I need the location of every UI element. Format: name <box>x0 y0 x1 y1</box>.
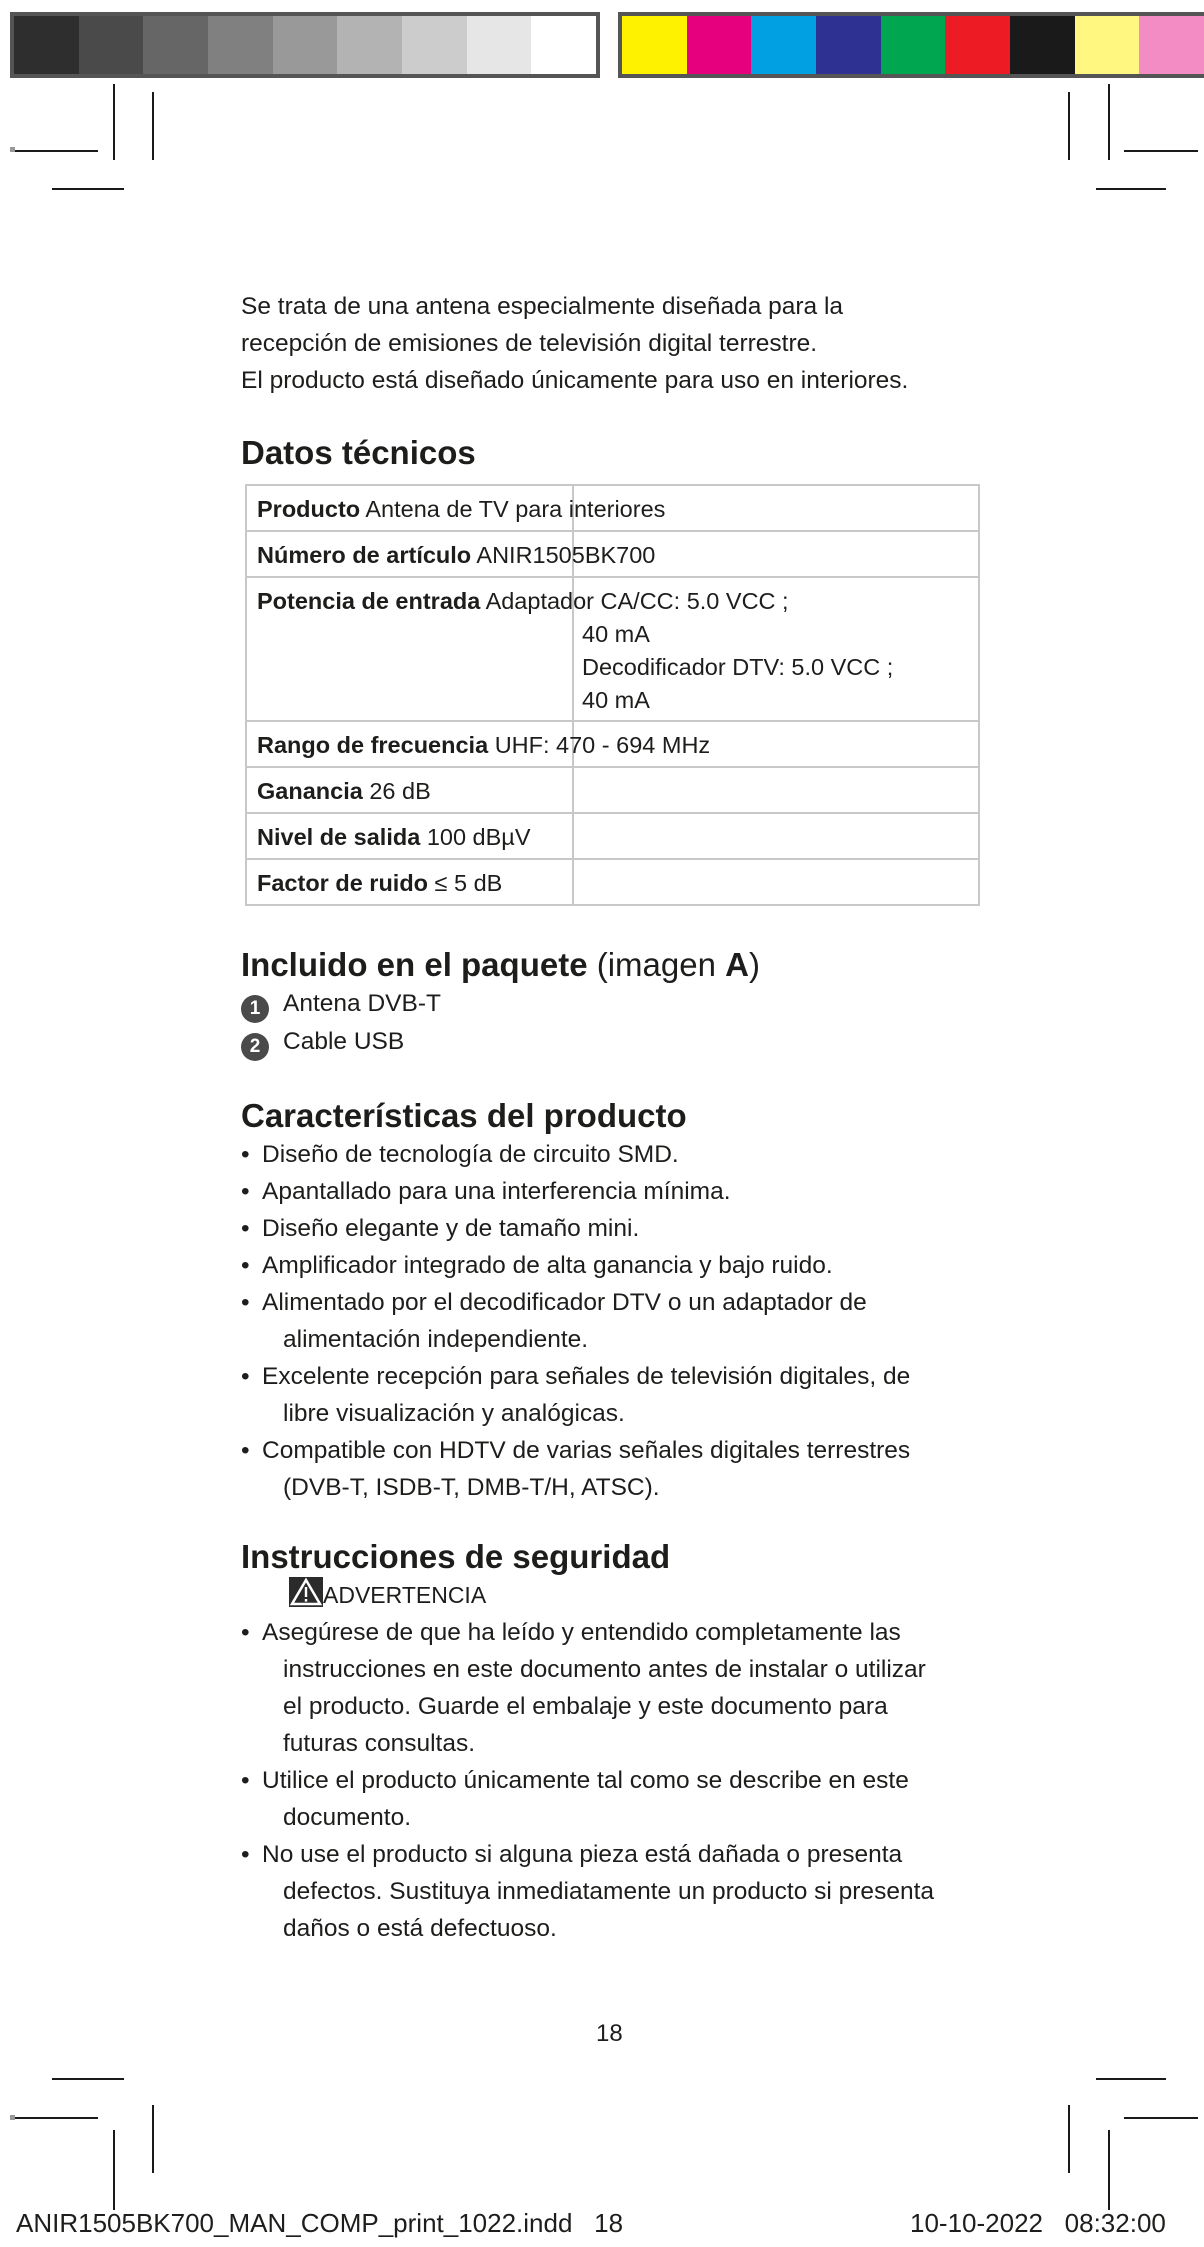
bullet-text: Compatible con HDTV de varias señales digitales terrestres <box>262 1437 911 1464</box>
color-swatch <box>531 16 596 74</box>
bullet-item <box>241 1358 1001 1432</box>
package-heading <box>241 945 981 985</box>
bullet-text: Asegúrese de que ha leído y entendido completamente las <box>262 1619 901 1646</box>
bullet-icon: • <box>241 1252 250 1279</box>
bullet-text-continued: el producto. Guarde el embalaje y este documento para <box>283 1693 888 1720</box>
color-swatch <box>14 16 79 74</box>
tech-value-continued: 40 mA <box>582 687 650 713</box>
crop-mark <box>1068 2105 1070 2173</box>
bullet-icon: • <box>241 1215 250 1242</box>
crop-mark <box>152 2105 154 2173</box>
tech-label: Ganancia <box>257 778 363 804</box>
bullet-text-continued: alimentación independiente. <box>283 1326 589 1353</box>
item-number-badge: 2 <box>241 1033 269 1061</box>
crop-mark <box>10 150 98 152</box>
intro-line: Se trata de una antena especialmente diseñada para la <box>241 293 844 320</box>
bullet-text-continued: defectos. Sustituya inmediatamente un producto si presenta <box>283 1878 934 1905</box>
crop-mark <box>1068 92 1070 160</box>
color-swatch <box>143 16 208 74</box>
bullet-text-continued: (DVB-T, ISDB-T, DMB-T/H, ATSC). <box>283 1474 660 1501</box>
package-section <box>241 945 981 1061</box>
color-swatch <box>945 16 1010 74</box>
tech-heading: Datos técnicos <box>241 434 476 471</box>
crop-mark <box>113 2130 115 2210</box>
crop-mark <box>1096 2078 1166 2080</box>
crop-mark <box>1108 2130 1110 2210</box>
bullet-text: Diseño de tecnología de circuito SMD. <box>262 1141 679 1168</box>
color-swatch <box>816 16 881 74</box>
tech-label: Rango de frecuencia <box>257 732 489 758</box>
tech-label: Producto <box>257 496 361 522</box>
crop-mark <box>152 92 154 160</box>
color-swatch <box>467 16 532 74</box>
tech-value: UHF: 470 - 694 MHz <box>494 732 711 758</box>
bullet-icon: • <box>241 1363 250 1390</box>
color-swatch <box>622 16 687 74</box>
bullet-icon: • <box>241 1289 250 1316</box>
grayscale-color-bar <box>10 12 600 78</box>
bullet-text: Utilice el producto únicamente tal como se describe en este <box>262 1767 909 1794</box>
bullet-text: No use el producto si alguna pieza está dañada o presenta <box>262 1841 903 1868</box>
tech-table <box>245 484 980 906</box>
tech-label: Factor de ruido <box>257 870 429 896</box>
color-swatch <box>337 16 402 74</box>
package-image-ref: (imagen A) <box>596 946 760 983</box>
bullet-text-continued: daños o está defectuoso. <box>283 1915 557 1942</box>
safety-list <box>241 1614 1001 1947</box>
package-item-text: Antena DVB-T <box>283 990 441 1017</box>
bullet-item <box>241 1614 1001 1762</box>
package-item <box>241 985 981 1023</box>
tech-label: Número de artículo <box>257 542 472 568</box>
tech-value: ANIR1505BK700 <box>476 542 656 568</box>
crop-mark <box>52 188 124 190</box>
crop-mark <box>1096 188 1166 190</box>
tech-row <box>246 721 979 767</box>
crop-mark <box>52 2078 124 2080</box>
tech-label: Nivel de salida <box>257 824 421 850</box>
bullet-item <box>241 1432 1001 1506</box>
crop-mark <box>10 2117 98 2119</box>
color-swatch <box>881 16 946 74</box>
bullet-icon: • <box>241 1841 250 1868</box>
color-swatch <box>687 16 752 74</box>
crop-mark <box>1124 2117 1198 2119</box>
bullet-text: Excelente recepción para señales de televisión digitales, de <box>262 1363 911 1390</box>
tech-value: ≤ 5 dB <box>434 870 503 896</box>
bullet-text: Alimentado por el decodificador DTV o un adaptador de <box>262 1289 867 1316</box>
tech-value: 26 dB <box>369 778 431 804</box>
color-swatch <box>1010 16 1075 74</box>
item-number-badge: 1 <box>241 995 269 1023</box>
warning-line <box>241 1577 1001 1614</box>
package-heading-text: Incluido en el paquete <box>241 946 588 983</box>
intro-paragraph <box>241 288 981 399</box>
tech-label: Potencia de entrada <box>257 588 481 614</box>
footer-datetime: 10-10-2022 08:32:00 <box>910 2208 1166 2238</box>
tech-row <box>246 577 979 721</box>
bullet-text-continued: libre visualización y analógicas. <box>283 1400 625 1427</box>
color-swatch <box>1075 16 1140 74</box>
bullet-text-continued: documento. <box>283 1804 412 1831</box>
page-number: 18 <box>596 2020 623 2047</box>
bullet-item <box>241 1284 1001 1358</box>
tech-row <box>246 531 979 577</box>
package-item-text: Cable USB <box>283 1028 405 1055</box>
bullet-item <box>241 1762 1001 1836</box>
bullet-item <box>241 1836 1001 1947</box>
intro-line: El producto está diseñado únicamente para uso en interiores. <box>241 367 909 394</box>
bullet-text: Amplificador integrado de alta ganancia y bajo ruido. <box>262 1252 833 1279</box>
warning-icon <box>289 1577 323 1607</box>
features-heading: Características del producto <box>241 1097 687 1134</box>
safety-heading: Instrucciones de seguridad <box>241 1538 671 1575</box>
color-swatch <box>79 16 144 74</box>
bullet-icon: • <box>241 1767 250 1794</box>
registration-dot <box>10 147 15 152</box>
bullet-icon: • <box>241 1178 250 1205</box>
bullet-item <box>241 1173 1001 1210</box>
tech-value: 100 dBµV <box>426 824 531 850</box>
tech-row <box>246 767 979 813</box>
package-item <box>241 1023 981 1061</box>
bullet-icon: • <box>241 1437 250 1464</box>
intro-line: recepción de emisiones de televisión digital terrestre. <box>241 330 818 357</box>
bullet-text-continued: futuras consultas. <box>283 1730 476 1757</box>
crop-mark <box>1124 150 1198 152</box>
features-section <box>241 1096 1001 1506</box>
bullet-text-continued: instrucciones en este documento antes de instalar o utilizar <box>283 1656 926 1683</box>
color-swatch <box>1139 16 1204 74</box>
tech-value-continued: Decodificador DTV: 5.0 VCC ; <box>582 654 894 680</box>
color-swatch <box>751 16 816 74</box>
color-swatch <box>208 16 273 74</box>
tech-row <box>246 813 979 859</box>
bullet-item <box>241 1247 1001 1284</box>
tech-value: Antena de TV para interiores <box>365 496 666 522</box>
tech-value: Adaptador CA/CC: 5.0 VCC ; <box>485 588 789 614</box>
tech-value-continued: 40 mA <box>582 621 650 647</box>
warning-label: ADVERTENCIA <box>323 1582 487 1608</box>
bullet-item <box>241 1210 1001 1247</box>
safety-section <box>241 1537 1001 1947</box>
color-swatch <box>402 16 467 74</box>
bullet-text: Apantallado para una interferencia mínima. <box>262 1178 731 1205</box>
bullet-icon: • <box>241 1619 250 1646</box>
cmyk-color-bar <box>618 12 1204 78</box>
bullet-icon: • <box>241 1141 250 1168</box>
tech-row <box>246 859 979 905</box>
package-list <box>241 985 981 1061</box>
crop-mark <box>113 84 115 160</box>
registration-dot <box>10 2115 15 2120</box>
bullet-item <box>241 1136 1001 1173</box>
footer-filename: ANIR1505BK700_MAN_COMP_print_1022.indd 18 <box>16 2208 624 2238</box>
color-swatch <box>273 16 338 74</box>
features-list <box>241 1136 1001 1506</box>
crop-mark <box>1108 84 1110 160</box>
bullet-text: Diseño elegante y de tamaño mini. <box>262 1215 640 1242</box>
tech-row <box>246 485 979 531</box>
